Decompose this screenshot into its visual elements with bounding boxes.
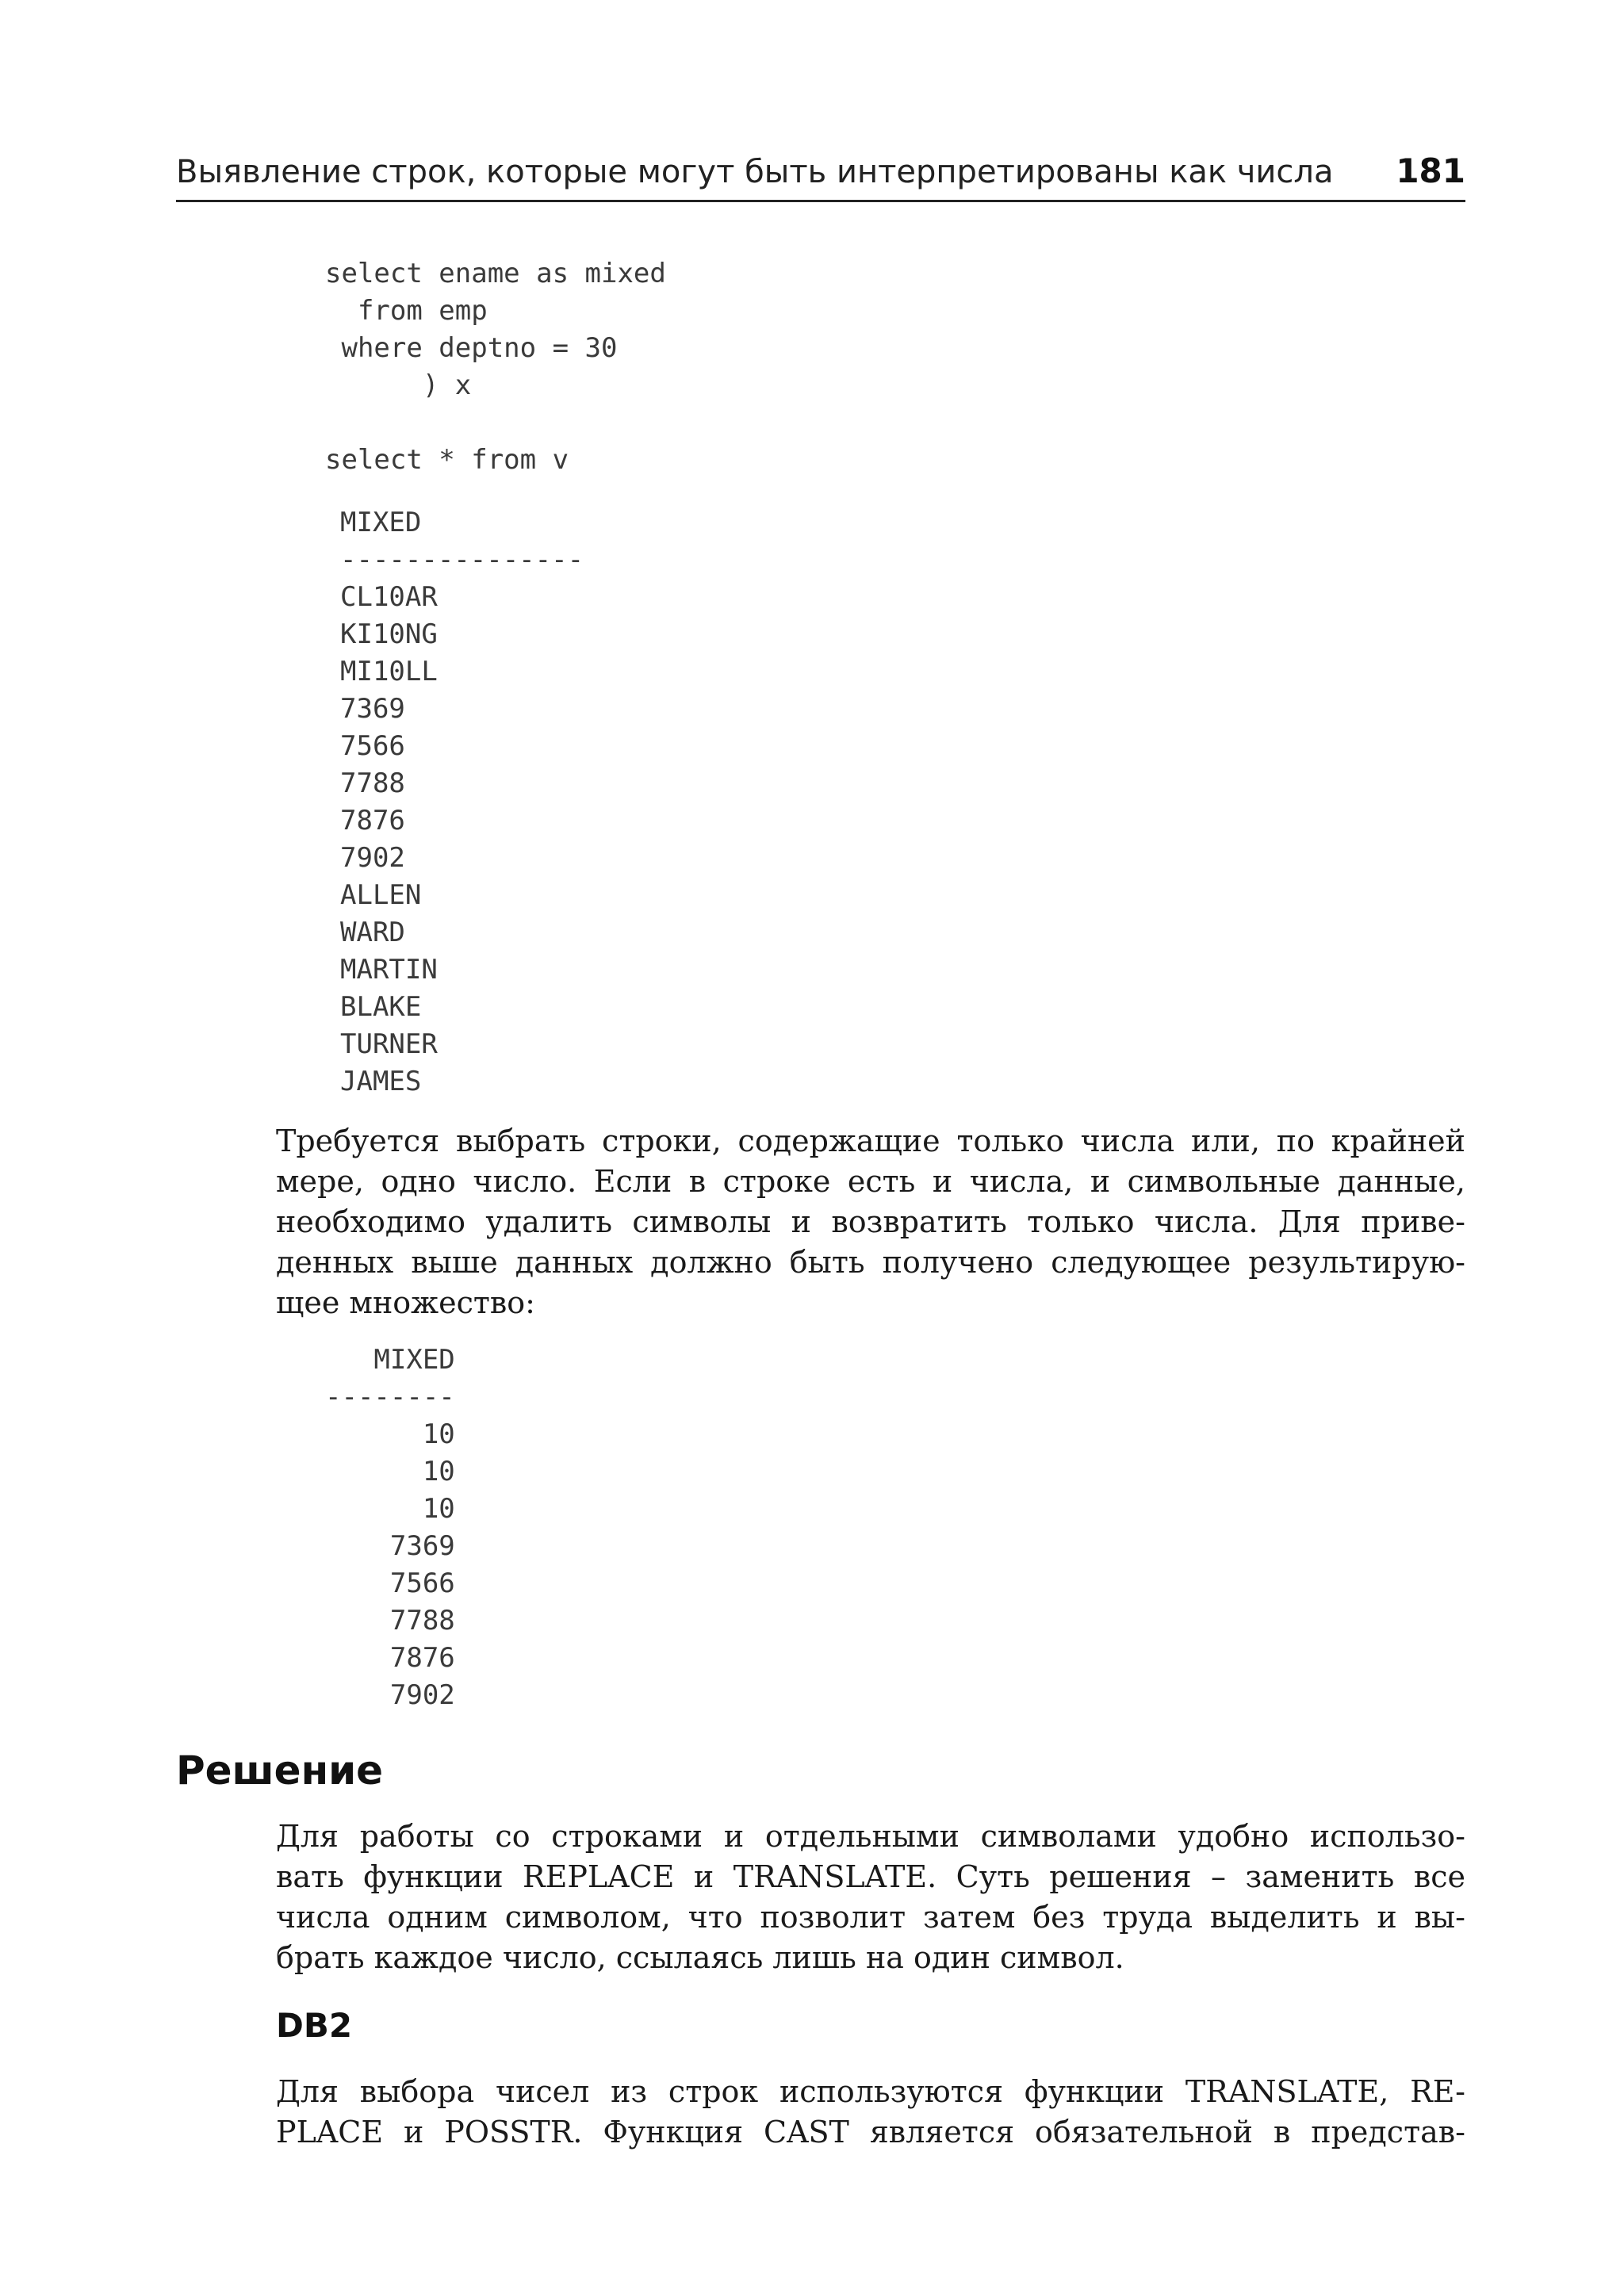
section-heading-solution: Решение	[176, 1748, 384, 1793]
problem-paragraph	[276, 1121, 1465, 1323]
text-line: вать функции REPLACE и TRANSLATE. Суть решения – заменить все	[276, 1859, 1465, 1894]
text-line: щее множество:	[276, 1285, 535, 1320]
page-number: 181	[1396, 151, 1465, 190]
sql-query-code: select ename as mixed from emp where deptno = 30 ) x select * from v	[325, 258, 666, 476]
text-line: Для выбора чисел из строк используются функции TRANSLATE, RE-	[276, 2074, 1465, 2109]
text-line: Требуется выбрать строки, содержащие только числа или, по крайней	[276, 1124, 1465, 1158]
view-output-code: MIXED --------------- CL10AR KI10NG MI10LL 7369 7566 7788 7876 7902 ALLEN WARD MARTIN BLAKE TURNER JAMES	[340, 507, 584, 1097]
text-line: PLACE и POSSTR. Функция CAST является обязательной в представ-	[276, 2115, 1465, 2149]
solution-paragraph	[276, 1816, 1465, 1978]
text-line: мере, одно число. Если в строке есть и числа, и символьные данные,	[276, 1164, 1465, 1199]
result-set-code: MIXED -------- 10 10 10 7369 7566 7788 7876 7902	[325, 1344, 455, 1711]
text-line: числа одним символом, что позволит затем без труда выделить и вы-	[276, 1900, 1465, 1935]
text-line: брать каждое число, ссылаясь лишь на один символ.	[276, 1940, 1124, 1975]
text-line: необходимо удалить символы и возвратить только числа. Для приве-	[276, 1204, 1465, 1239]
db2-paragraph	[276, 2072, 1465, 2153]
subsection-heading-db2: DB2	[276, 2006, 353, 2045]
text-line: Для работы со строками и отдельными символами удобно использо-	[276, 1819, 1465, 1854]
running-header	[176, 144, 1465, 202]
running-header-title: Выявление строк, которые могут быть интерпретированы как числа	[176, 154, 1334, 190]
text-line: денных выше данных должно быть получено следующее результирую-	[276, 1245, 1465, 1280]
